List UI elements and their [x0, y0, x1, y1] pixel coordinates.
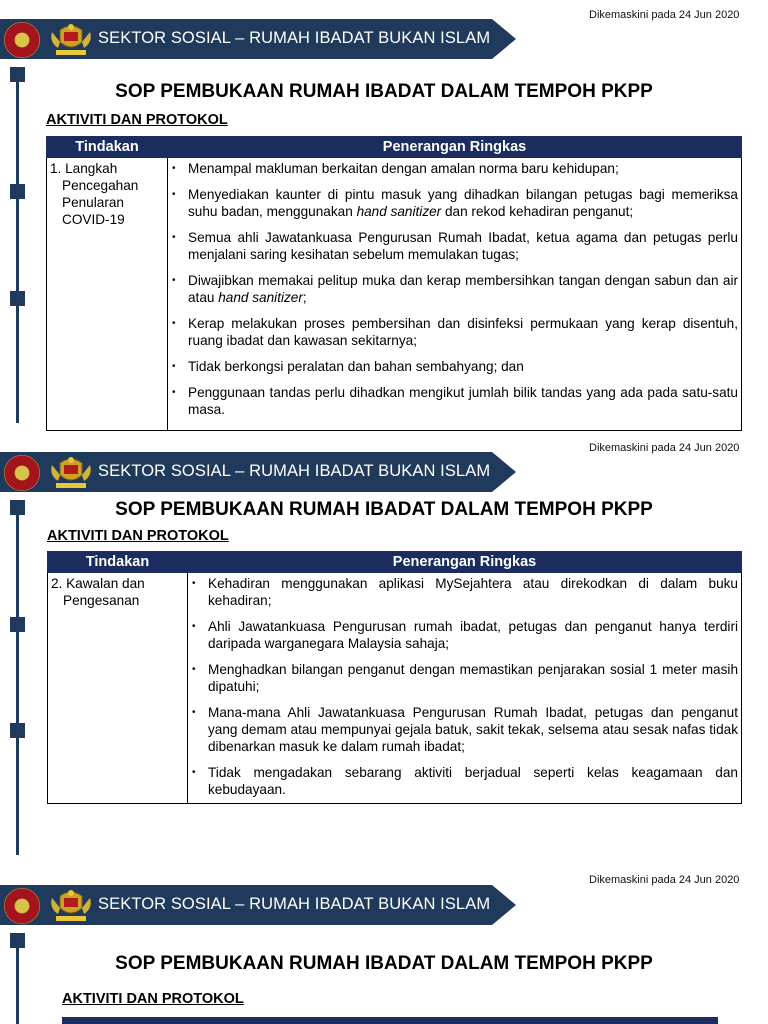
list-item: • Tidak mengadakan sebarang aktiviti berjadual seperti kelas keagamaan dan kebudayaan.	[192, 765, 738, 797]
list-item: • Diwajibkan memakai pelitup muka dan kerap membersihkan tangan dengan sabun dan air atau hand sanitizer;	[172, 273, 738, 305]
page-title: SOP PEMBUKAAN RUMAH IBADAT DALAM TEMPOH PKPP	[115, 953, 653, 974]
table-row	[48, 573, 742, 804]
timeline-node	[10, 67, 25, 82]
column-header-action: Tindakan	[47, 137, 168, 158]
sector-banner	[0, 885, 520, 925]
section-heading: AKTIVITI DAN PROTOKOL	[62, 991, 244, 1007]
column-header-description: Penerangan Ringkas	[168, 137, 742, 158]
list-item: • Menghadkan bilangan penganut dengan memastikan penjarakan sosial 1 meter masih dipatuhi;	[192, 662, 738, 694]
sector-title: SEKTOR SOSIAL – RUMAH IBADAT BUKAN ISLAM	[98, 895, 491, 913]
list-item: • Mana-mana Ahli Jawatankuasa Pengurusan Rumah Ibadat, petugas dan penganut yang demam atau mempunyai gejala batuk, sakit tekak, selsema atau sesak nafas tidak dibenarkan masuk ke dalam rumah ibadat;	[192, 705, 738, 754]
table-header-row	[48, 552, 742, 573]
table-row	[47, 158, 742, 431]
sector-title: SEKTOR SOSIAL – RUMAH IBADAT BUKAN ISLAM	[98, 462, 491, 480]
page-title: SOP PEMBUKAAN RUMAH IBADAT DALAM TEMPOH PKPP	[115, 499, 653, 520]
list-item: • Semua ahli Jawatankuasa Pengurusan Rumah Ibadat, ketua agama dan petugas perlu menjalani saring kesihatan sebelum memulakan tugas;	[172, 230, 738, 262]
timeline-line	[16, 67, 19, 423]
police-emblem-icon	[4, 888, 40, 924]
sector-banner	[0, 452, 520, 492]
updated-date: Dikemaskini pada 24 Jun 2020	[589, 9, 740, 21]
section-heading: AKTIVITI DAN PROTOKOL	[46, 112, 228, 128]
timeline-line	[16, 500, 19, 855]
action-label: Pengesanan	[63, 593, 140, 608]
page-title: SOP PEMBUKAAN RUMAH IBADAT DALAM TEMPOH PKPP	[115, 81, 653, 102]
timeline-node	[10, 184, 25, 199]
list-item: • Menampal makluman berkaitan dengan amalan norma baru kehidupan;	[172, 161, 619, 176]
sop-table	[46, 136, 742, 431]
timeline-node	[10, 933, 25, 948]
column-header-action: Tindakan	[48, 552, 188, 573]
list-item: • Ahli Jawatankuasa Pengurusan rumah ibadat, petugas dan penganut hanya terdiri daripada warganegara Malaysia sahaja;	[192, 619, 738, 651]
timeline-node	[10, 617, 25, 632]
table-header-row	[47, 137, 742, 158]
list-item: • Kehadiran menggunakan aplikasi MySejahtera atau direkodkan di dalam buku kehadiran;	[192, 576, 738, 608]
action-number: 2. Kawalan dan	[51, 576, 145, 591]
table-header-bar	[62, 1017, 718, 1024]
column-header-description: Penerangan Ringkas	[188, 552, 742, 573]
list-item: • Menyediakan kaunter di pintu masuk yang dihadkan bilangan petugas bagi memeriksa suhu badan, menggunakan hand sanitizer dan rekod kehadiran penganut;	[172, 187, 738, 219]
police-emblem-icon	[4, 22, 40, 58]
action-cell	[47, 158, 168, 431]
police-emblem-icon	[4, 455, 40, 491]
timeline-node	[10, 723, 25, 738]
slide-3	[0, 865, 768, 1024]
list-item: • Penggunaan tandas perlu dihadkan mengikut jumlah bilik tandas yang ada pada satu-satu masa.	[172, 385, 738, 417]
coat-of-arms-icon	[46, 20, 96, 58]
sector-banner	[0, 19, 520, 59]
sector-title: SEKTOR SOSIAL – RUMAH IBADAT BUKAN ISLAM	[98, 29, 491, 47]
updated-date: Dikemaskini pada 24 Jun 2020	[589, 442, 740, 454]
list-item: • Tidak berkongsi peralatan dan bahan sembahyang; dan	[172, 359, 524, 374]
list-item: • Kerap melakukan proses pembersihan dan disinfeksi permukaan yang kerap disentuh, ruang ibadat dan kawasan sekitarnya;	[172, 316, 738, 348]
slide-1	[0, 0, 768, 435]
section-heading: AKTIVITI DAN PROTOKOL	[47, 528, 229, 544]
action-label: Pencegahan Penularan COVID-19	[62, 178, 139, 227]
coat-of-arms-icon	[46, 886, 96, 924]
timeline-node	[10, 291, 25, 306]
action-number: 1. Langkah	[50, 161, 118, 176]
slide-2	[0, 435, 768, 865]
sop-table	[47, 551, 742, 804]
coat-of-arms-icon	[46, 453, 96, 491]
updated-date: Dikemaskini pada 24 Jun 2020	[589, 874, 740, 886]
description-cell	[168, 158, 742, 431]
description-cell	[188, 573, 742, 804]
action-cell	[48, 573, 188, 804]
